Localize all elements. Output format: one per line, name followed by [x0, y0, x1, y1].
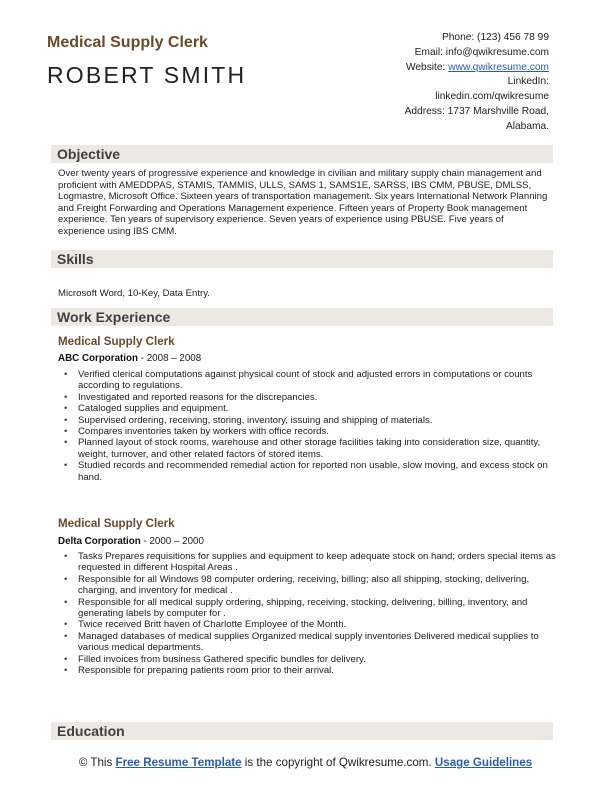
contact-address-line2: Alabama. [505, 120, 549, 132]
contact-address-line1: Address: 1737 Marshville Road, [404, 105, 549, 117]
list-item: • Investigated and reported reasons for the discrepancies. [58, 392, 556, 403]
list-item: • Filled invoices from business Gathered specific bundles for delivery. [58, 654, 556, 665]
list-item: • Responsible for preparing patients room prior to their arrival. [58, 665, 556, 676]
education-heading: Education [57, 723, 125, 739]
list-item: • Responsible for all medical supply ordering, shipping, receiving, stocking, delivering, billing, inventory, and generating labels by computer for . [58, 597, 556, 620]
list-item: • Planned layout of stock rooms, warehouse and other storage facilities taking into consideration size, quantity, weight, turnover, and other related factors of stored items. [58, 437, 556, 460]
usage-guidelines-link[interactable]: Usage Guidelines [434, 756, 533, 769]
objective-section-header [51, 145, 553, 163]
website-link[interactable]: www.qwikresume.com [448, 61, 549, 73]
skills-section-header [51, 250, 553, 268]
job-2-role: Medical Supply Clerk [58, 517, 175, 530]
education-section-header [51, 722, 553, 740]
list-item: • Responsible for all Windows 98 computer ordering, receiving, billing; also all shipping, stocking, delivering, charging, and inventory for medical . [58, 574, 556, 597]
job-1-company-line [58, 353, 201, 364]
list-item: • Managed databases of medical supplies Organized medical supply inventories Delivered medical supplies to various medical departments. [58, 631, 556, 654]
list-item: • Supervised ordering, receiving, storing, inventory, issuing and shipping of materials. [58, 415, 556, 426]
job-2-bullets [58, 551, 556, 676]
list-item: • Tasks Prepares requisitions for supplies and equipment to keep adequate stock on hand; orders special items as requested in different Hospital Areas . [58, 551, 556, 574]
contact-email: Email: info@qwikresume.com [414, 46, 549, 58]
job-1-dates: - 2008 – 2008 [138, 353, 202, 364]
contact-website [289, 61, 549, 76]
contact-block [289, 31, 549, 135]
footer-middle: is the copyright of Qwikresume.com. [241, 756, 435, 769]
contact-phone: Phone: (123) 456 78 99 [441, 32, 549, 43]
copyright-footer [58, 756, 553, 770]
job-1-role: Medical Supply Clerk [58, 335, 175, 348]
list-item: • Compares inventories taken by workers with office records. [58, 426, 556, 437]
objective-heading: Objective [57, 146, 121, 162]
list-item: • Twice received Britt haven of Charlotte Employee of the Month. [58, 619, 556, 630]
job-1-bullets [58, 369, 556, 483]
list-item: • Verified clerical computations against physical count of stock and adjusted errors in computations or counts according to regulations. [58, 369, 556, 392]
work-section-header [51, 308, 553, 326]
work-heading: Work Experience [57, 309, 171, 325]
job-2-company-line [58, 536, 204, 547]
skills-text: Microsoft Word, 10-Key, Data Entry. [58, 288, 210, 299]
job-2-dates: - 2000 – 2000 [140, 536, 204, 547]
list-item: • Studied records and recommended remedial action for reported non usable, slow moving, and excess stock on hand. [58, 460, 556, 483]
list-item: • Cataloged supplies and equipment. [58, 403, 556, 414]
contact-linkedin-label: LinkedIn: [507, 76, 549, 88]
job-1-company: ABC Corporation [58, 353, 139, 364]
objective-text: Over twenty years of progressive experience and knowledge in civilian and military supply chain management and proficient with AMEDDPAS, STAMIS, TAMMIS, ULLS, SAMS 1, SAMS1E, SARSS, IBS CMM, PBUSE, DMLSS, Logmastre, Microsoft Office. Sixteen years of transportation management. Six years International Network Planning and Freight Forwarding and Operations Management experience. Fifteen years of Property Book management experience. Ten years of supervisory experience. Seven years of experience using PBUSE. Five years of experience using IBS CMM. [58, 168, 548, 237]
contact-linkedin-url: linkedin.com/qwikresume [435, 91, 549, 103]
free-resume-template-link[interactable]: Free Resume Template [115, 756, 242, 769]
skills-heading: Skills [57, 251, 94, 267]
job-2-company: Delta Corporation [58, 536, 141, 547]
candidate-name: ROBERT SMITH [47, 62, 247, 88]
header-job-title: Medical Supply Clerk [47, 34, 208, 51]
website-label: Website: [405, 61, 446, 73]
footer-prefix: © This [78, 756, 116, 769]
